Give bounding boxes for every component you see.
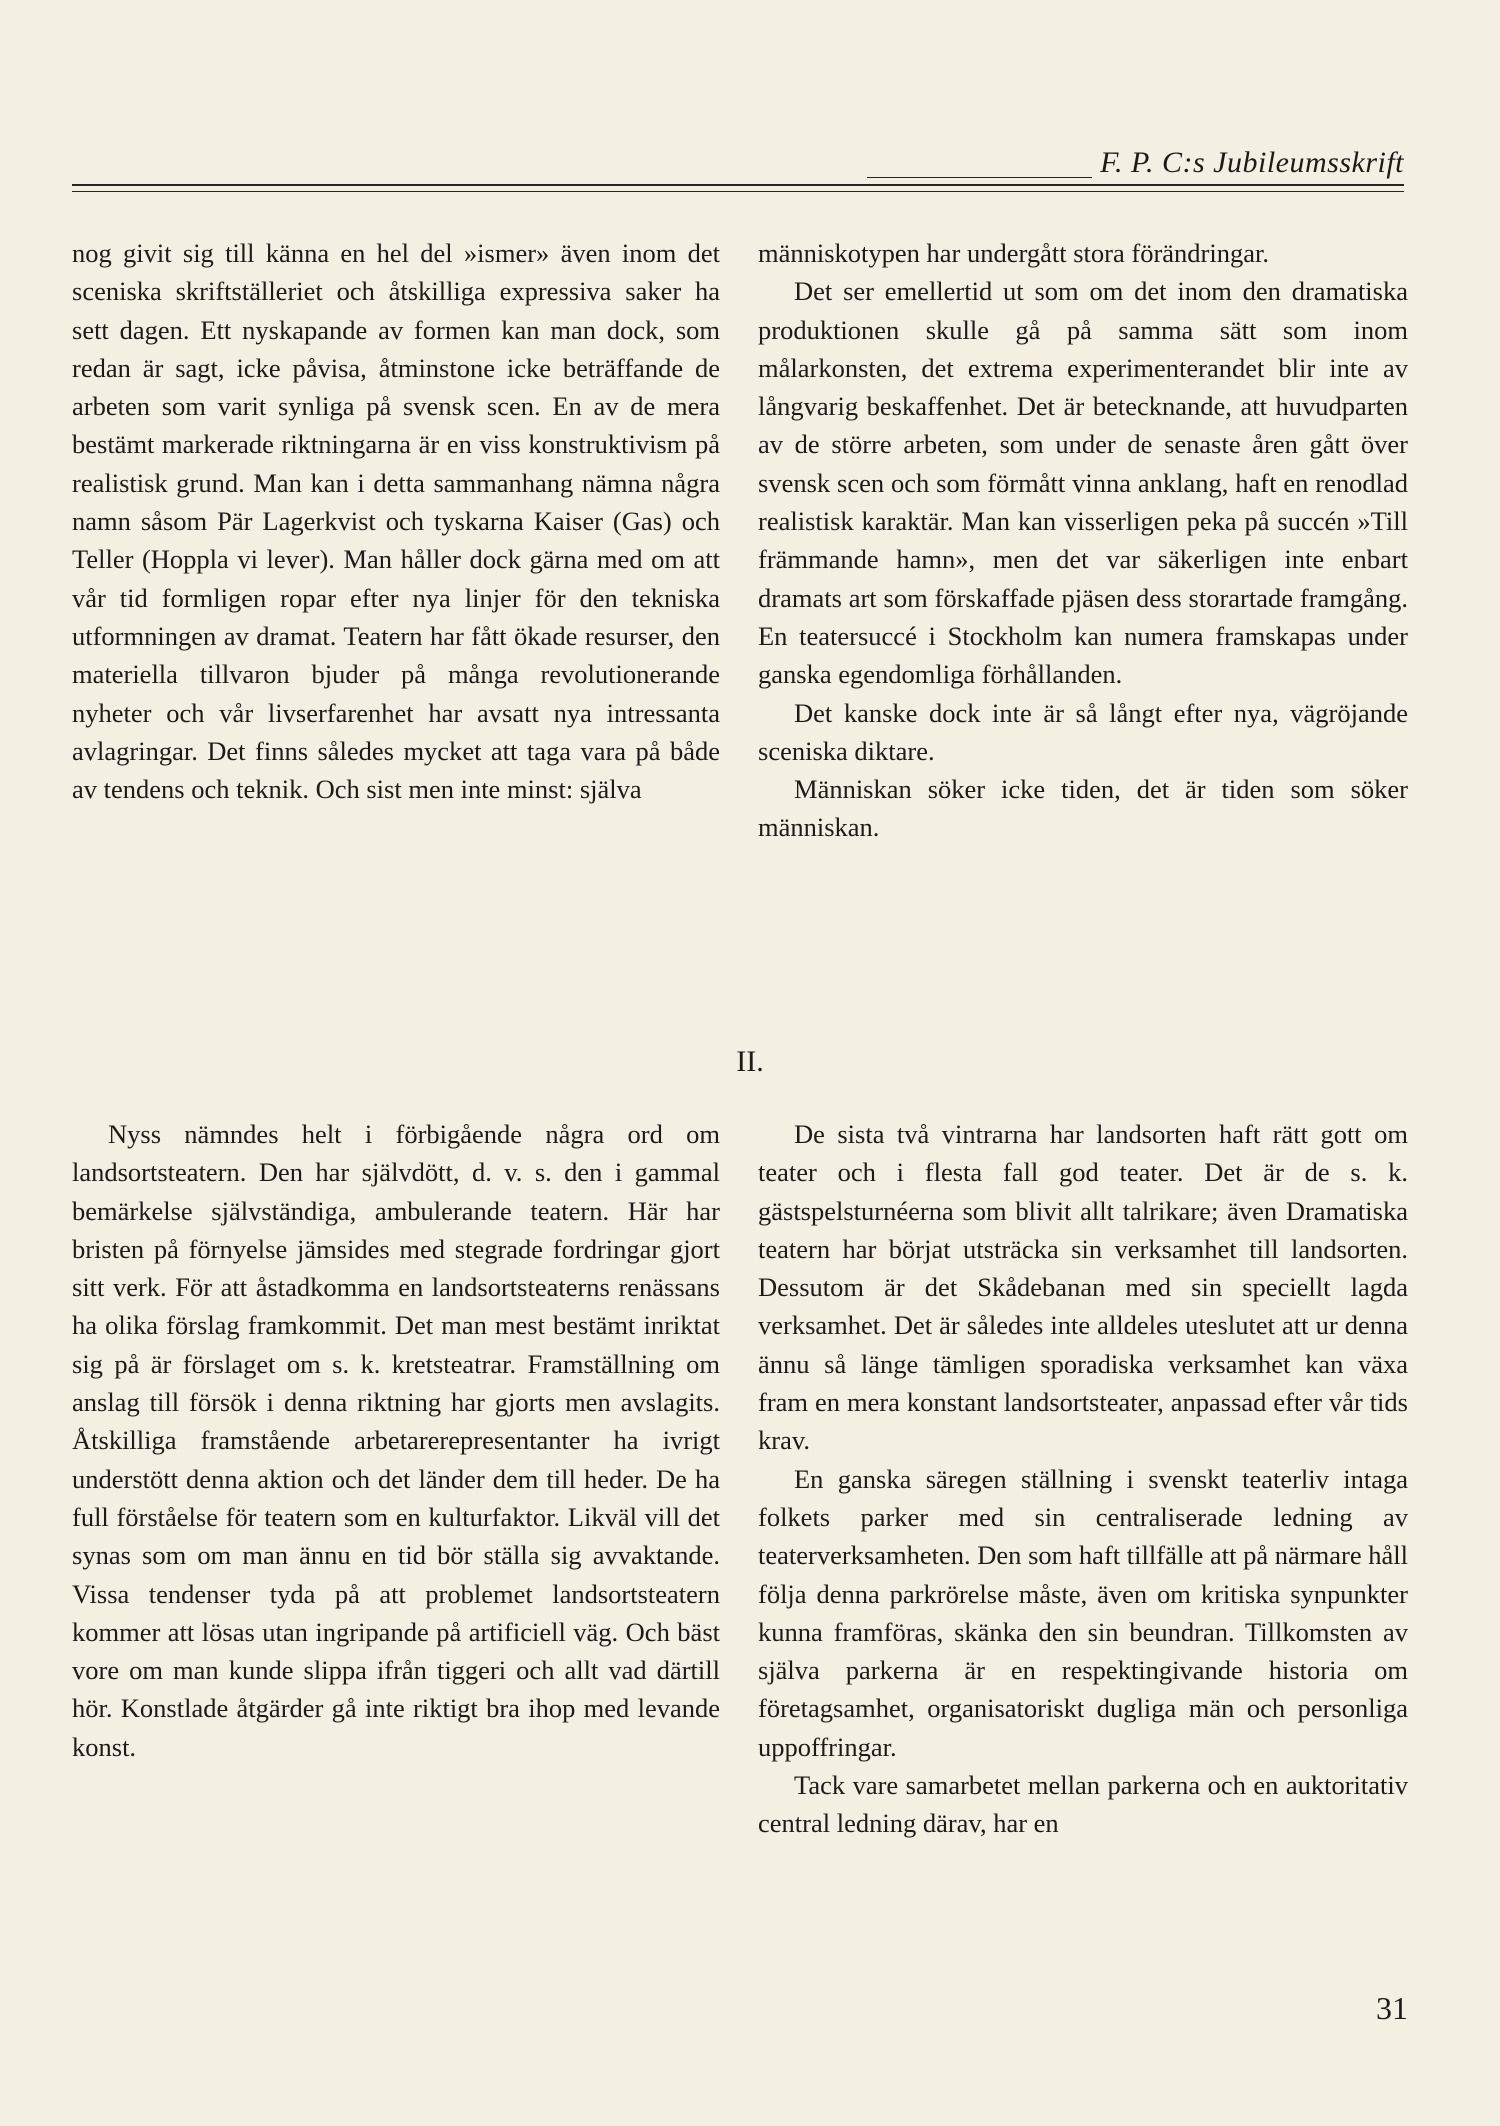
running-header-title: F. P. C:s Jubileumsskrift xyxy=(1100,146,1404,179)
paragraph: Det ser emellertid ut som om det inom den dramatiska produktionen skulle gå på samma sätt som inom målarkonsten, det extrema experimenterandet blir inte av långvarig beskaffenhet. Det är betecknande, att huvudparten av de större arbeten, som under de senaste åren gått över svensk scen och som förmått vinna anklang, haft en renodlad realistisk karaktär. Man kan visserligen peka på succén »Till främmande hamn», men det var säkerligen inte enbart dramats art som förskaffade pjäsen dess storartade framgång. En teatersuccé i Stockholm kan numera framskapas under ganska egendomliga förhållanden. xyxy=(758,276,1408,690)
paragraph: En ganska säregen ställning i svenskt teaterliv intaga folkets parker med sin centraliserade ledning av teaterverksamheten. Den som haft tillfälle att på närmare håll följa denna parkrörelse måste, även om kritiska synpunkter kunna framföras, skänka den sin beundran. Tillkomsten av själva parkerna är en respektingivande historia om företagsamhet, organisatoriskt dugliga män och personliga uppoffringar. xyxy=(758,1463,1408,1762)
column-bottom-left xyxy=(72,1115,720,1766)
column-top-right xyxy=(758,234,1408,847)
paragraph: människotypen har undergått stora förändringar. xyxy=(758,238,1269,268)
paragraph: Det kanske dock inte är så långt efter nya, vägröjande sceniska diktare. xyxy=(758,697,1408,766)
header-rule xyxy=(72,184,1404,186)
paragraph: De sista två vintrarna har landsorten haft rätt gott om teater och i flesta fall god teater. Det är de s. k. gästspelsturnéerna som blivit allt talrikare; även Dramatiska teatern har börjat utsträcka sin verksamhet till landsorten. Dessutom är det Skådebanan med sin speciellt lagda verksamhet. Det är således inte alldeles uteslutet att ur denna ännu så länge tämligen sporadiska verksamhet kan växa fram en mera konstant landsortsteater, anpassad efter vår tids krav. xyxy=(758,1119,1408,1456)
paragraph: Tack vare samarbetet mellan parkerna och en auktoritativ central ledning därav, har en xyxy=(758,1770,1408,1839)
header-rule-short xyxy=(867,177,1092,178)
section-numeral: II. xyxy=(736,1045,764,1078)
column-top-left xyxy=(72,234,720,808)
column-bottom-right xyxy=(758,1115,1408,1843)
running-header xyxy=(72,146,1404,186)
paragraph: Nyss nämndes helt i förbigående några ord om landsortsteatern. Den har självdött, d. v. s. den i gammal bemärkelse självständiga, ambulerande teatern. Här har bristen på förnyelse jämsides med stegrade fordringar gjort sitt verk. För att åstadkomma en landsortsteaterns renässans ha olika förslag framkommit. Det man mest bestämt inriktat sig på är förslaget om s. k. kretsteatrar. Framställning om anslag till försök i denna riktning har gjorts men avslagits. Åtskilliga framstående arbetarerepresentanter ha ivrigt understött denna aktion och det länder dem till heder. De ha full förståelse för teatern som en kulturfaktor. Likväl vill det synas som om man ännu en tid bör ställa sig avvaktande. Vissa tendenser tyda på att problemet landsortsteatern kommer att lösas utan ingripande på artificiell väg. Och bäst vore om man kunde slippa ifrån tiggeri och allt vad därtill hör. Konstlade åtgärder gå inte riktigt bra ihop med levande konst. xyxy=(72,1119,720,1762)
paragraph: Människan söker icke tiden, det är tiden som söker människan. xyxy=(758,774,1408,843)
header-rule-thin xyxy=(72,191,1404,192)
page-number: 31 xyxy=(1376,1990,1408,2026)
paragraph: nog givit sig till känna en hel del »ismer» även inom det sceniska skriftställeriet och åtskilliga expressiva saker ha sett dagen. Ett nyskapande av formen kan man dock, som redan är sagt, icke påvisa, åtminstone icke beträffande de arbeten som varit synliga på svensk scen. En av de mera bestämt markerade riktningarna är en viss konstruktivism på realistisk grund. Man kan i detta sammanhang nämna några namn såsom Pär Lagerkvist och tyskarna Kaiser (Gas) och Teller (Hoppla vi lever). Man håller dock gärna med om att vår tid formligen ropar efter nya linjer för den tekniska utformningen av dramat. Teatern har fått ökade resurser, den materiella tillvaron bjuder på många revolutionerande nyheter och vår livserfarenhet har avsatt nya intressanta avlagringar. Det finns således mycket att taga vara på både av tendens och teknik. Och sist men inte minst: själva xyxy=(72,238,720,805)
